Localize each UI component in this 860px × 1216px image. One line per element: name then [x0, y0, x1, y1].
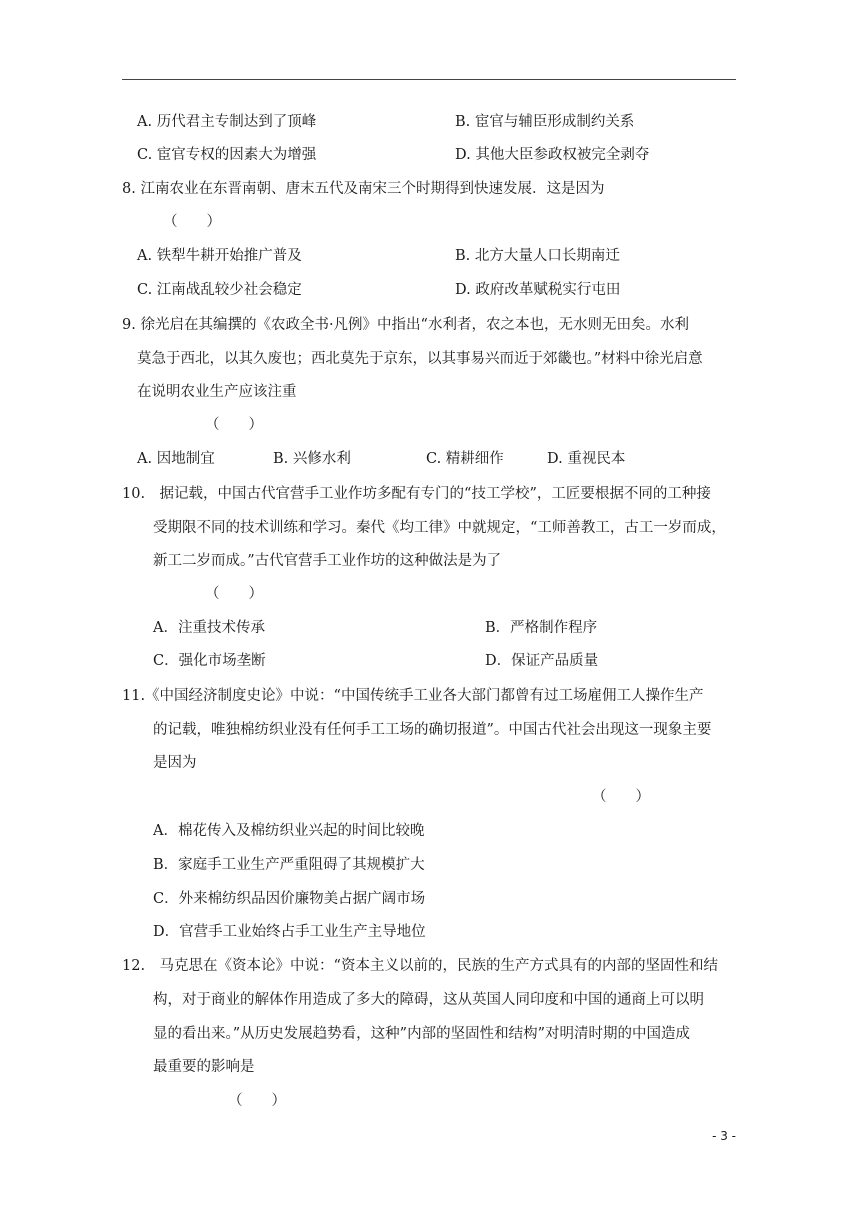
q9-option-b: B. 兴修水利: [273, 451, 351, 467]
q8-answer-paren: （ ）: [163, 214, 221, 230]
q8-stem: 8. 江南农业在东晋南朝、唐末五代及南宋三个时期得到快速发展．这是因为: [122, 181, 605, 197]
q11-option-c: C．外来棉纺织品因价廉物美占据广阔市场: [153, 891, 426, 907]
q9-stem-line1: 9. 徐光启在其编撰的《农政全书·凡例》中指出“水利者，农之本也，无水则无田矣。水利: [122, 317, 689, 333]
q10-answer-paren: （ ）: [205, 586, 263, 602]
q11-option-d: D．官营手工业始终占手工业生产主导地位: [153, 924, 426, 940]
q8-option-b: B. 北方大量人口长期南迁: [455, 248, 620, 264]
q9-stem-line3: 在说明农业生产应该注重: [137, 384, 297, 400]
q10-stem-line2: 受期限不同的技术训练和学习。秦代《均工律》中就规定，“工师善教工，古工一岁而成，: [153, 520, 726, 536]
q9-option-a: A. 因地制宜: [137, 451, 215, 467]
q12-stem-line4: 最重要的影响是: [153, 1059, 255, 1075]
q7-option-d: D. 其他大臣参政权被完全剥夺: [455, 147, 650, 163]
q12-stem-line3: 显的看出来。”从历史发展趋势看，这种”内部的坚固性和结构”对明清时期的中国造成: [153, 1026, 690, 1042]
q11-answer-paren: （ ）: [592, 789, 650, 805]
q10-option-b: B．严格制作程序: [485, 620, 598, 636]
q8-option-c: C. 江南战乱较少社会稳定: [137, 282, 302, 298]
q7-option-a: A. 历代君主专制达到了顶峰: [137, 114, 317, 130]
q11-stem-line3: 是因为: [153, 755, 197, 771]
q8-option-a: A. 铁犁牛耕开始推广普及: [137, 248, 302, 264]
q10-stem-line1: 10. 据记载，中国古代官营手工业作坊多配有专门的“技工学校”，工匠要根据不同的工种接: [122, 486, 711, 502]
q7-option-c: C. 宦官专权的因素大为增强: [137, 147, 317, 163]
q9-answer-paren: （ ）: [205, 417, 263, 433]
header-rule: [122, 79, 736, 80]
q10-option-d: D．保证产品质量: [485, 653, 599, 669]
q12-stem-line2: 构，对于商业的解体作用造成了多大的障碍，这从英国人同印度和中国的通商上可以明: [153, 992, 704, 1008]
page-number: - 3 -: [712, 1129, 736, 1143]
q11-option-b: B．家庭手工业生产严重阻碍了其规模扩大: [153, 857, 425, 873]
q9-stem-line2: 莫急于西北，以其久废也；西北莫先于京东，以其事易兴而近于郊畿也。”材料中徐光启意: [137, 351, 703, 367]
q11-option-a: A．棉花传入及棉纺织业兴起的时间比较晚: [153, 823, 425, 839]
q12-stem-line1: 12. 马克思在《资本论》中说：“资本主义以前的，民族的生产方式具有的内部的坚固性和结: [122, 958, 718, 974]
q11-stem-line1: 11.《中国经济制度史论》中说：“中国传统手工业各大部门都曾有过工场雇佣工人操作生产: [122, 688, 704, 704]
q9-option-c: C. 精耕细作: [426, 451, 504, 467]
q10-option-a: A．注重技术传承: [153, 620, 265, 636]
q11-stem-line2: 的记载，唯独棉纺织业没有任何手工工场的确切报道”。中国古代社会出现这一现象主要: [153, 722, 712, 738]
q10-stem-line3: 新工二岁而成。”古代官营手工业作坊的这种做法是为了: [153, 553, 502, 569]
q9-option-d: D. 重视民本: [547, 451, 626, 467]
q7-option-b: B. 宦官与辅臣形成制约关系: [455, 114, 635, 130]
q10-option-c: C．强化市场垄断: [153, 653, 266, 669]
q8-option-d: D. 政府改革赋税实行屯田: [455, 282, 621, 298]
q12-answer-paren: （ ）: [228, 1093, 286, 1109]
